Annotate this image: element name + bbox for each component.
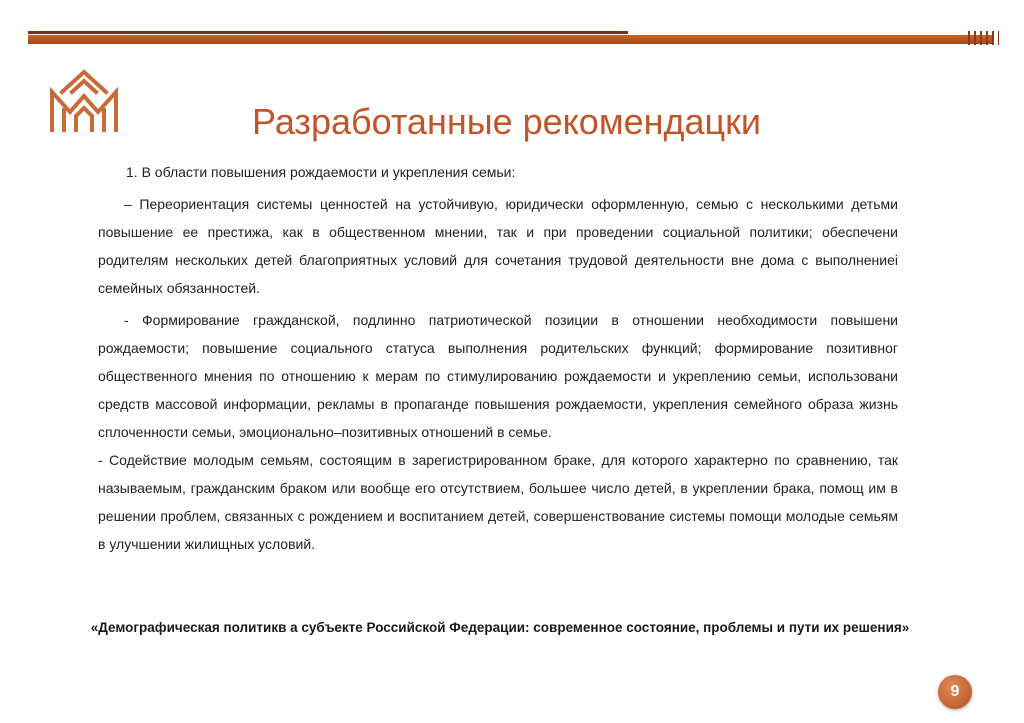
- recommendation-paragraph-1: – Переориентация системы ценностей на устойчивую, юридически оформленную, семью с несколькими детьми повышение ее престижа, как в общественном мнении, так и при проведении социальной политики; обеспечени родителям нескольких детей благоприятных условий для сочетания трудовой деятельности вне дома с выполнениеі семейных обязанностей.: [98, 196, 898, 296]
- top-decorative-bar: [28, 31, 1000, 45]
- page-number-badge: 9: [938, 675, 972, 709]
- intro-heading: 1. В области повышения рождаемости и укрепления семьи:: [126, 164, 516, 180]
- recommendation-paragraph-2: - Формирование гражданской, подлинно патриотической позиции в отношении необходимости повышени рождаемости; повышение социального статуса выполнения родительских функций; формирование позитивног общественного мнения по отношению к мерам по стимулированию рождаемости и укреплению семьи, использовани средств массовой информации, рекламы в пропаганде повышения рождаемости, укрепления семейного образа жизнь сплоченности семьи, эмоционально–позитивных отношений в семье.: [98, 312, 898, 440]
- ornament-logo-icon: [48, 66, 120, 134]
- slide-body: [98, 158, 898, 558]
- slide-title: Разработанные рекомендацки: [252, 101, 761, 142]
- recommendation-paragraph-3: - Содействие молодым семьям, состоящим в зарегистрированном браке, для которого характерно по сравнению, так называемым, гражданским браком или вообще его отсутствием, большее число детей, в укреплении брака, помощ им в решении проблем, связанных с рождением и воспитанием детей, совершенствование системы помощи молодые семьям в улучшении жилищных условий.: [98, 452, 898, 552]
- footer-caption: «Демографическая политикв а субъекте Российской Федерации: современное состояние, проблемы и пути их решения»: [90, 620, 910, 635]
